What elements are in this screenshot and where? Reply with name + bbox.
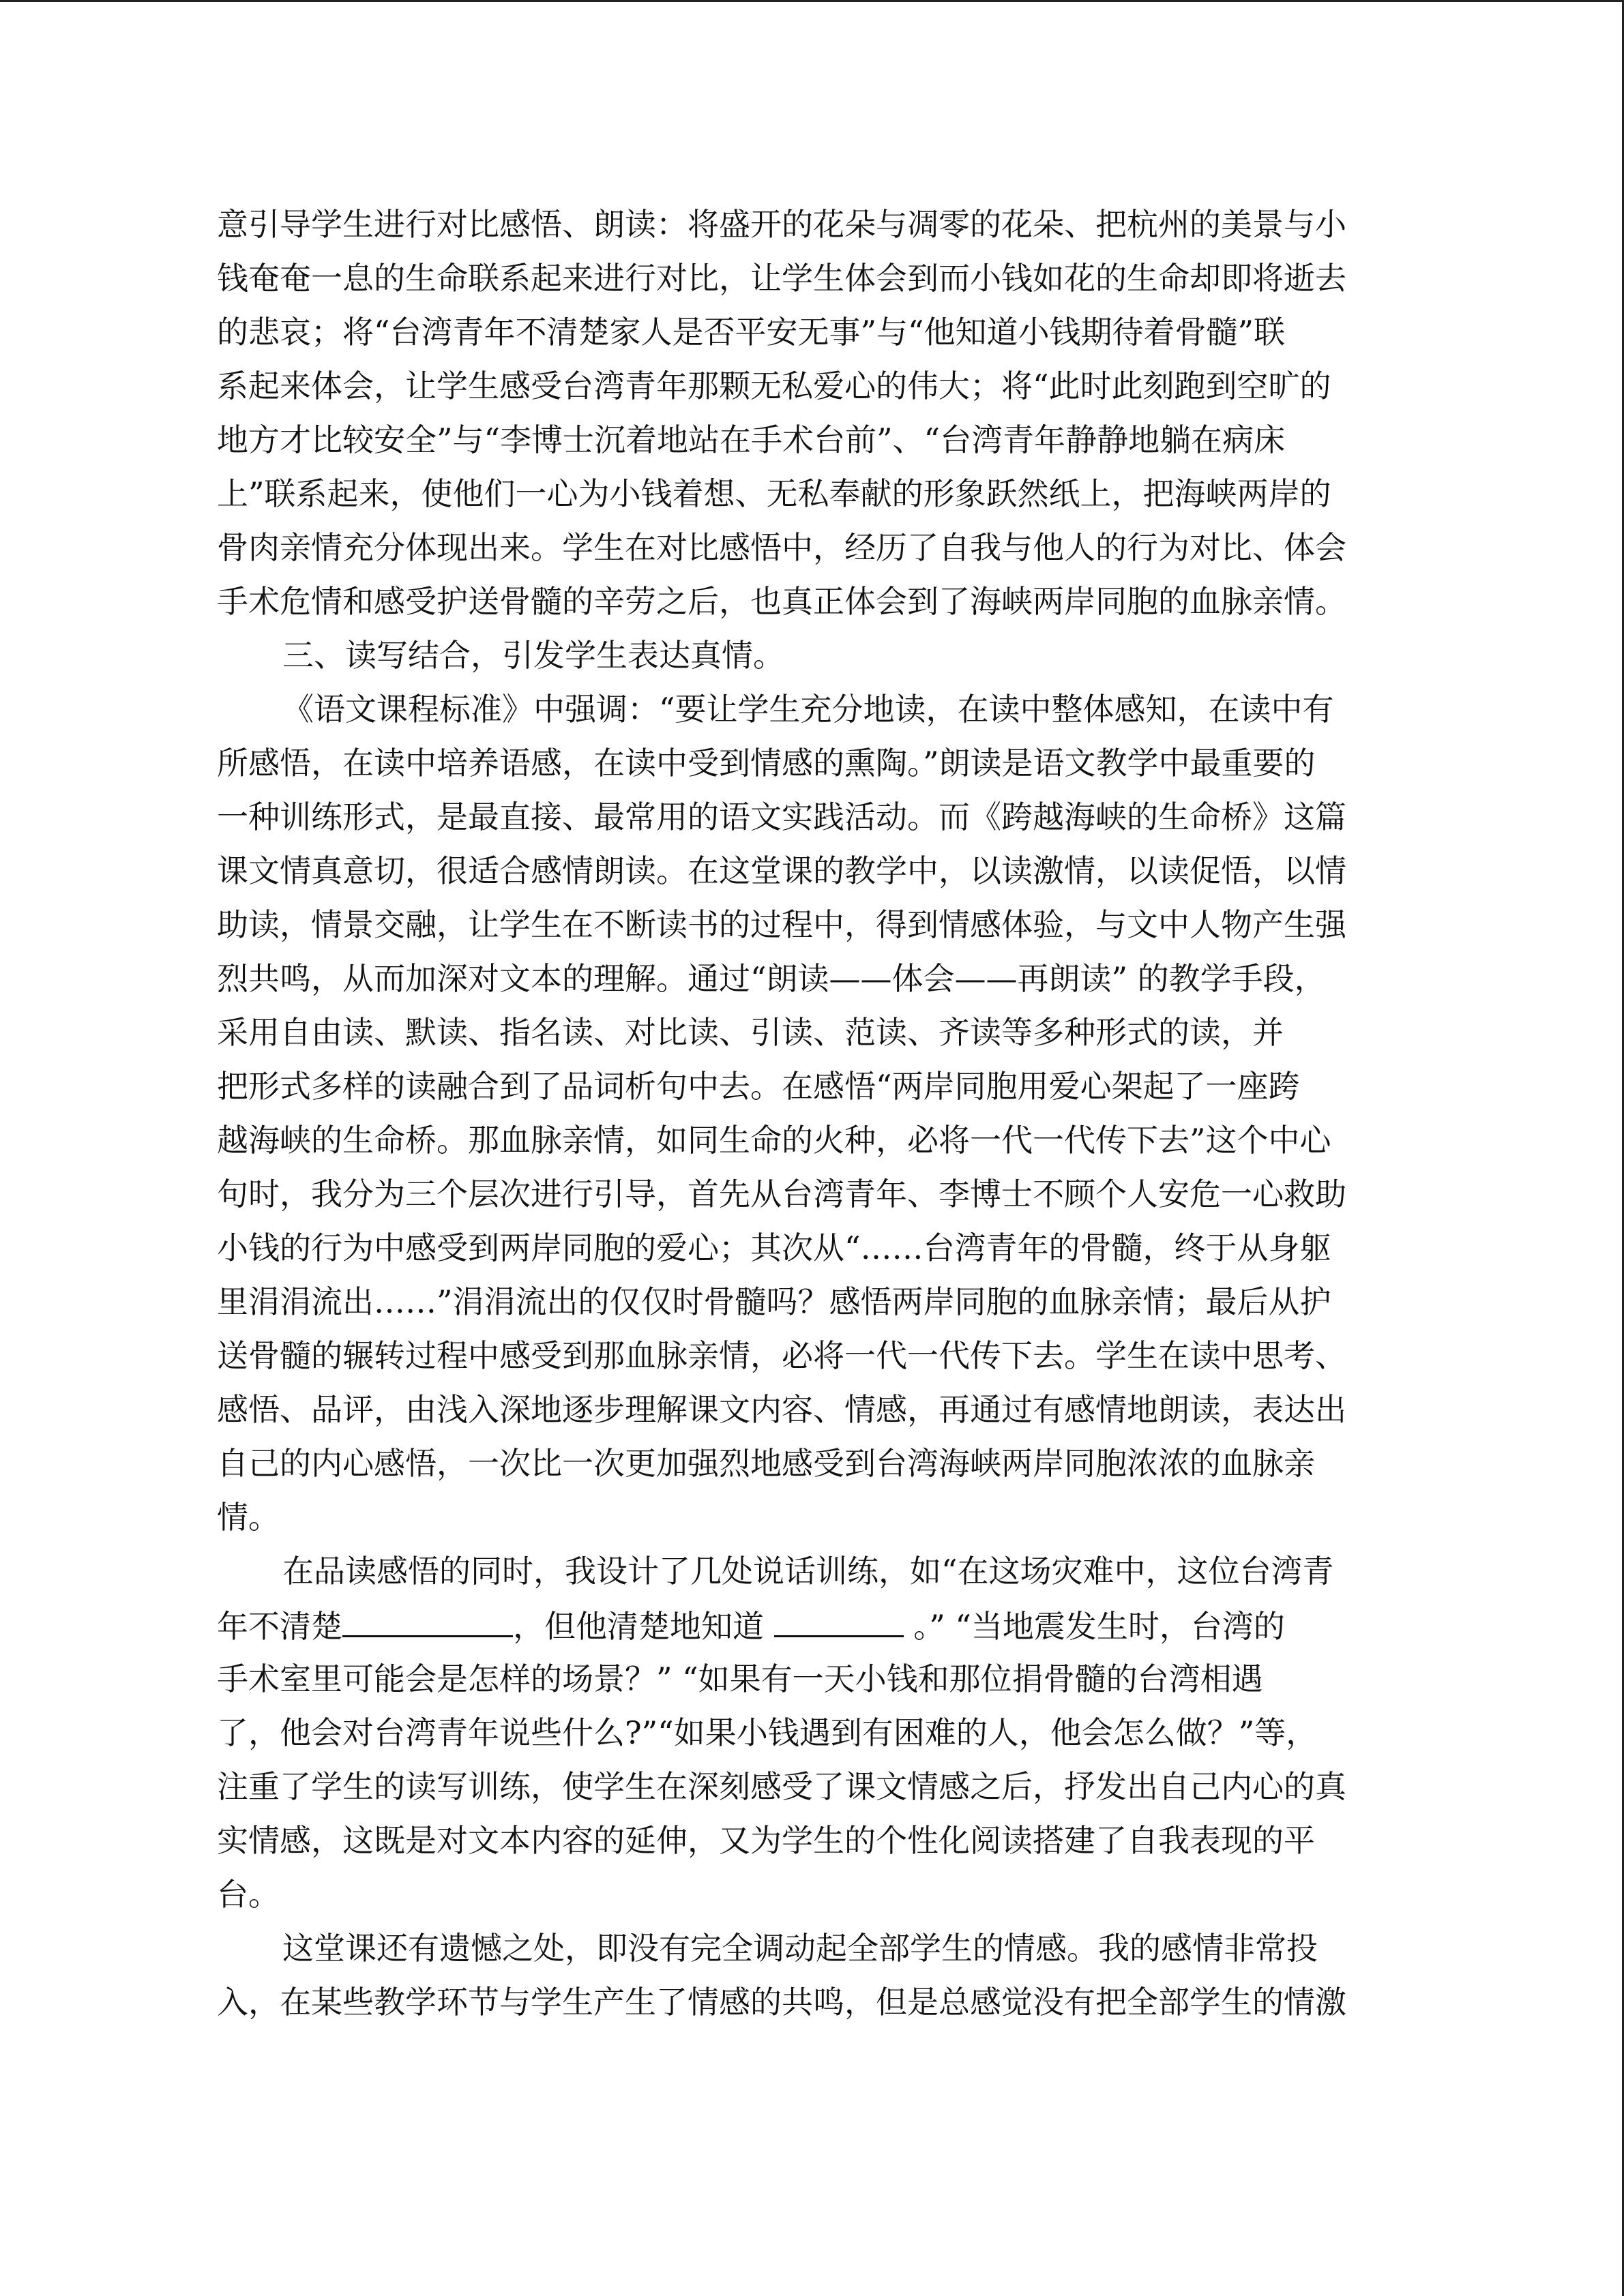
text-line: 采用自由读、默读、指名读、对比读、引读、范读、齐读等多种形式的读，并 <box>217 1014 1284 1051</box>
text-line: 手术危情和感受护送骨髓的辛劳之后，也真正体会到了海峡两岸同胞的血脉亲情。 <box>217 583 1346 620</box>
text-line: 系起来体会，让学生感受台湾青年那颗无私爱心的伟大；将“此时此刻跑到空旷的 <box>217 368 1331 404</box>
fill-text-part1: 年不清楚 <box>217 1608 342 1645</box>
text-line: 《语文课程标准》中强调：“要让学生充分地读，在读中整体感知，在读中有 <box>282 691 1334 728</box>
text-line: 意引导学生进行对比感悟、朗读：将盛开的花朵与凋零的花朵、把杭州的美景与小 <box>217 206 1346 243</box>
answer-blank-1[interactable] <box>342 1605 513 1637</box>
text-line: 了，他会对台湾青年说些什么?”“如果小钱遇到有困难的人，他会怎么做？”等， <box>217 1714 1318 1751</box>
text-line: 送骨髓的辗转过程中感受到那血脉亲情，必将一代一代传下去。学生在读中思考、 <box>217 1337 1346 1374</box>
text-line: 注重了学生的读写训练，使学生在深刻感受了课文情感之后，抒发出自己内心的真 <box>217 1768 1346 1805</box>
text-line: 手术室里可能会是怎样的场景？” “如果有一天小钱和那位捐骨髓的台湾相遇 <box>217 1660 1263 1697</box>
text-line: 课文情真意切，很适合感情朗读。在这堂课的教学中，以读激情，以读促悟，以情 <box>217 852 1346 889</box>
text-line: 感悟、品评，由浅入深地逐步理解课文内容、情感，再通过有感情地朗读，表达出 <box>217 1391 1346 1428</box>
section-heading: 三、读写结合，引发学生表达真情。 <box>282 637 784 674</box>
text-line: 台。 <box>217 1876 280 1913</box>
answer-blank-2[interactable] <box>774 1605 904 1637</box>
text-line: 入，在某些教学环节与学生产生了情感的共鸣，但是总感觉没有把全部学生的情激 <box>217 1984 1346 2021</box>
text-line: 小钱的行为中感受到两岸同胞的爱心；其次从“……台湾青年的骨髓，终于从身躯 <box>217 1229 1331 1266</box>
text-line: 越海峡的生命桥。那血脉亲情，如同生命的火种，必将一代一代传下去”这个中心 <box>217 1122 1331 1159</box>
fill-text-part2: ，但他清楚地知道 <box>513 1608 774 1645</box>
text-line: 的悲哀；将“台湾青年不清楚家人是否平安无事”与“他知道小钱期待着骨髓”联 <box>217 314 1286 351</box>
text-line: 情。 <box>217 1499 280 1536</box>
text-line: 烈共鸣，从而加深对文本的理解。通过“朗读——体会——再朗读” 的教学手段， <box>217 960 1326 997</box>
fill-text-part3: 。” “当地震发生时，台湾的 <box>903 1608 1285 1645</box>
text-line: 所感悟，在读中培养语感，在读中受到情感的熏陶。”朗读是语文教学中最重要的 <box>217 745 1316 781</box>
text-line: 把形式多样的读融合到了品词析句中去。在感悟“两岸同胞用爱心架起了一座跨 <box>217 1068 1300 1105</box>
text-line: 上”联系起来，使他们一心为小钱着想、无私奉献的形象跃然纸上，把海峡两岸的 <box>217 475 1331 512</box>
text-line: 实情感，这既是对文本内容的延伸，又为学生的个性化阅读搭建了自我表现的平 <box>217 1822 1315 1859</box>
text-line: 一种训练形式，是最直接、最常用的语文实践活动。而《跨越海峡的生命桥》这篇 <box>217 799 1346 835</box>
text-line: 这堂课还有遗憾之处，即没有完全调动起全部学生的情感。我的感情非常投 <box>282 1930 1318 1967</box>
text-line: 助读，情景交融，让学生在不断读书的过程中，得到情感体验，与文中人物产生强 <box>217 906 1346 943</box>
text-line: 句时，我分为三个层次进行引导，首先从台湾青年、李博士不顾个人安危一心救助 <box>217 1176 1346 1212</box>
text-line: 地方才比较安全”与“李博士沉着地站在手术台前”、“台湾青年静静地躺在病床 <box>217 421 1286 458</box>
text-line: 在品读感悟的同时，我设计了几处说话训练，如“在这场灾难中，这位台湾青 <box>282 1553 1334 1590</box>
fill-in-line <box>217 1605 1285 1645</box>
text-line: 里涓涓流出……”涓涓流出的仅仅时骨髓吗？感悟两岸同胞的血脉亲情；最后从护 <box>217 1283 1331 1320</box>
text-line: 钱奄奄一息的生命联系起来进行对比，让学生体会到而小钱如花的生命却即将逝去 <box>217 260 1346 297</box>
text-line: 骨肉亲情充分体现出来。学生在对比感悟中，经历了自我与他人的行为对比、体会 <box>217 529 1346 566</box>
top-border <box>0 0 1624 2</box>
text-line: 自己的内心感悟，一次比一次更加强烈地感受到台湾海峡两岸同胞浓浓的血脉亲 <box>217 1445 1315 1482</box>
